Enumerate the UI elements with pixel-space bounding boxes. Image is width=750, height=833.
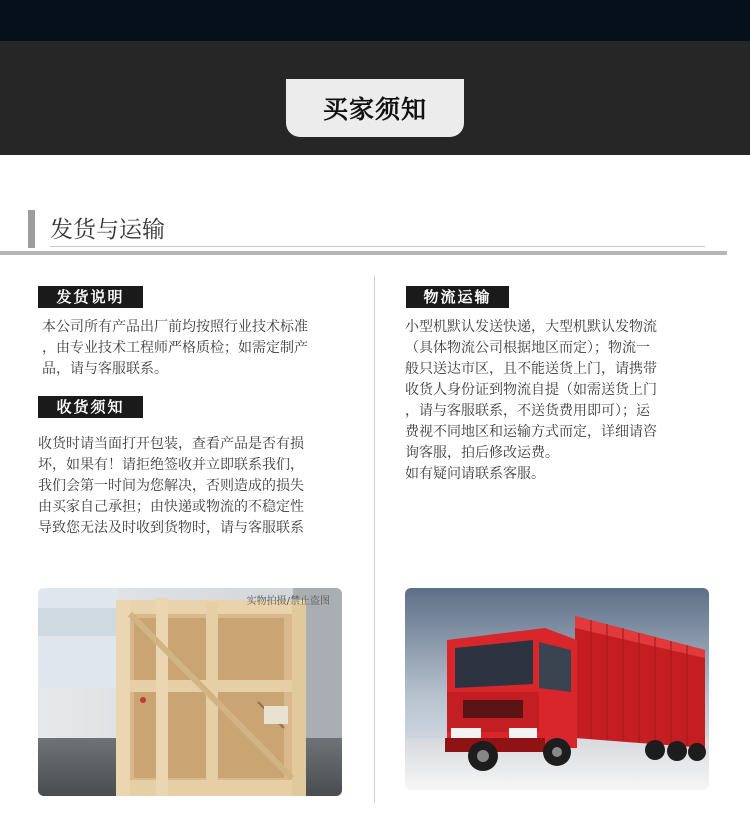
shipping-line: 品，请与客服联系。: [42, 361, 168, 377]
page-subtitle: 为了能有效的进行售后服务，请您详阅以下提示: [191, 159, 559, 179]
shipping-text: [42, 317, 308, 380]
receiving-text: [38, 434, 304, 539]
logistics-line: 般只送达市区，且不能送货上门，请携带: [405, 361, 657, 377]
logistics-line: 收货人身份证到物流自提（如需送货上门: [405, 382, 657, 398]
logistics-line: 询客服，拍后修改运费。: [405, 445, 559, 461]
section-rule-thick: [0, 251, 727, 255]
truck-photo: [405, 588, 709, 790]
receiving-line: 我们会第一时间为您解决，否则造成的损失: [38, 478, 304, 494]
wooden-crate-image: [38, 588, 342, 796]
receiving-line: 导致您无法及时收到货物时，请与客服联系: [38, 520, 304, 536]
section-title: 发货与运输: [50, 217, 165, 243]
photo-watermark: 实物拍摄/禁止盗图: [246, 596, 330, 607]
logistics-line: ，请与客服联系，不送货费用即可）；运: [405, 403, 650, 419]
receiving-line: 由买家自己承担；由快递或物流的不稳定性: [38, 499, 304, 515]
logistics-line: 如有疑问请联系客服。: [405, 466, 545, 482]
shipping-label: 发货说明: [38, 286, 143, 308]
receiving-line: 收货时请当面打开包装，查看产品是否有损: [38, 436, 304, 452]
header-banner: [0, 41, 750, 179]
logistics-text: [405, 317, 657, 485]
receiving-label: 收货须知: [38, 396, 143, 418]
page-title: 买家须知: [286, 79, 464, 137]
column-divider: [374, 276, 375, 803]
section-accent-bar: [28, 210, 35, 248]
shipping-line: 本公司所有产品出厂前均按照行业技术标准: [42, 319, 308, 335]
logistics-label: 物流运输: [406, 286, 509, 308]
shipping-line: ，由专业技术工程师严格质检；如需定制产: [42, 340, 308, 356]
red-truck-image: [405, 588, 709, 790]
section-rule-thin: [50, 246, 705, 247]
logistics-line: 小型机默认发送快递，大型机默认发物流: [405, 319, 657, 335]
logistics-line: （具体物流公司根据地区而定）；物流一: [405, 340, 650, 356]
crate-photo: [38, 588, 342, 796]
logistics-line: 费视不同地区和运输方式而定，详细请咨: [405, 424, 657, 440]
top-strip: [0, 0, 750, 41]
receiving-line: 坏，如果有！请拒绝签收并立即联系我们，: [38, 457, 304, 473]
